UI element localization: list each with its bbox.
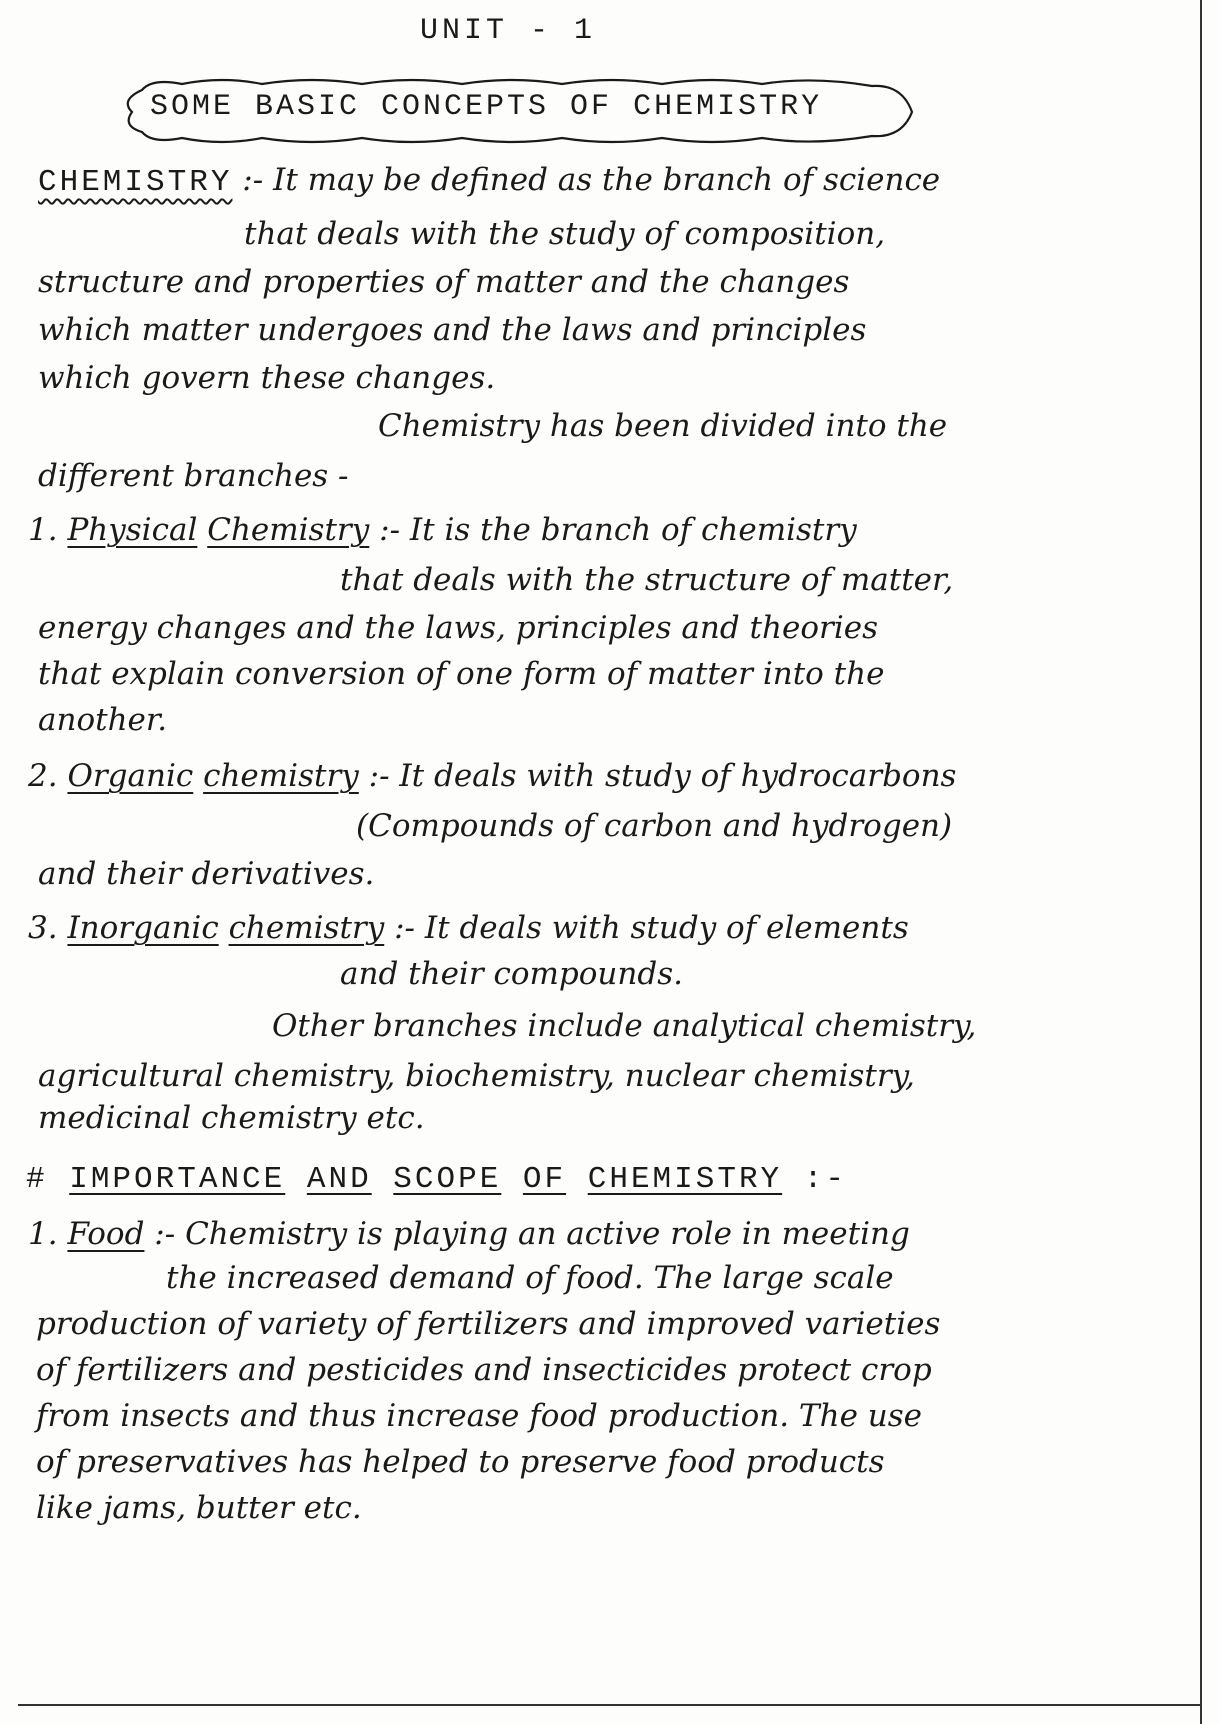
branch-physical-line-4: that explain conversion of one form of matter into the [38,656,885,692]
branch-number: 3. [28,910,58,946]
page-border-bottom [18,1704,1202,1706]
unit-heading: UNIT - 1 [420,14,597,48]
other-branches-line-1: Other branches include analytical chemistry, [272,1008,977,1044]
branches-intro-line-1: Chemistry has been divided into the [378,408,948,444]
heading-word-and: AND [306,1162,372,1197]
food-number: 1. [28,1216,58,1252]
branch-description: :- It deals with study of elements [394,910,909,946]
other-branches-line-3: medicinal chemistry etc. [38,1100,425,1136]
branches-intro-line-2: different branches - [38,458,349,494]
branch-name-chemistry: chemistry [203,758,359,794]
definition-line-1 [38,160,940,203]
branch-organic-line-2: (Compounds of carbon and hydrogen) [356,808,953,844]
branch-organic-heading [28,756,956,796]
importance-heading [26,1160,847,1200]
heading-suffix: :- [803,1162,847,1197]
heading-word-importance: IMPORTANCE [69,1162,286,1197]
definition-line-2: that deals with the study of composition, [244,216,886,252]
branch-organic-line-3: and their derivatives. [38,856,375,892]
food-description: :- Chemistry is playing an active role in meeting [154,1216,910,1252]
term-chemistry: CHEMISTRY [38,165,233,200]
definition-line-3: structure and properties of matter and the changes [38,264,850,300]
branch-number: 2. [28,758,58,794]
branch-description: :- It is the branch of chemistry [379,512,857,548]
chapter-title: SOME BASIC CONCEPTS OF CHEMISTRY [150,90,823,124]
food-heading [28,1214,910,1254]
definition-text: :- It may be defined as the branch of science [242,162,941,198]
food-line-6: of preservatives has helped to preserve food products [36,1444,885,1480]
definition-line-4: which matter undergoes and the laws and principles [38,312,867,348]
food-line-2: the increased demand of food. The large scale [166,1260,894,1296]
food-line-4: of fertilizers and pesticides and insecticides protect crop [36,1352,932,1388]
other-branches-line-2: agricultural chemistry, biochemistry, nuclear chemistry, [38,1058,915,1094]
branch-number: 1. [28,512,58,548]
branch-physical-line-5: another. [38,702,168,738]
definition-line-5: which govern these changes. [38,360,496,396]
branch-name-chemistry: chemistry [228,910,385,946]
heading-word-of: OF [522,1162,567,1197]
food-label: Food [67,1216,145,1252]
hash-mark: # [26,1162,48,1197]
branch-description: :- It deals with study of hydrocarbons [368,758,957,794]
branch-physical-heading [28,510,857,550]
food-line-3: production of variety of fertilizers and improved varieties [36,1306,941,1342]
branch-name-physical: Physical [67,512,198,548]
branch-inorganic-heading [28,908,909,948]
branch-name-organic: Organic [67,758,194,794]
branch-physical-line-3: energy changes and the laws, principles and theories [38,610,878,646]
branch-inorganic-line-2: and their compounds. [340,956,683,992]
branch-name-chemistry: Chemistry [207,512,370,548]
heading-word-scope: SCOPE [393,1162,502,1197]
branch-name-inorganic: Inorganic [67,910,219,946]
page-border-right [1200,0,1202,1724]
heading-word-chemistry: CHEMISTRY [587,1162,783,1197]
branch-physical-line-2: that deals with the structure of matter, [340,562,954,598]
food-line-7: like jams, butter etc. [36,1490,362,1526]
food-line-5: from insects and thus increase food production. The use [36,1398,922,1434]
